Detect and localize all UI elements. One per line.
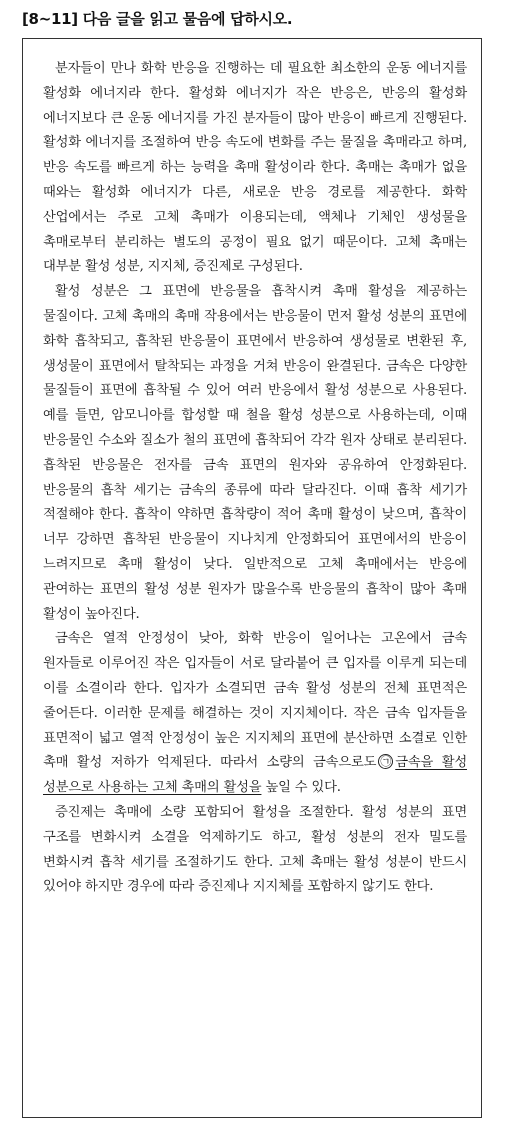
paragraph-active-component: 활성 성분은 그 표면에 반응물을 흡착시켜 촉매 활성을 제공하는 물질이다. 고체 촉매의 촉매 작용에서는 반응물이 먼저 활성 성분의 표면에 화학 흡착되고, 흡착된 반응물이 표면에서 반응하여 생성물로 변환된 후, 생성물이 표면에서 탈착되는 과정을 거쳐 반응이 완결된다. 금속은 다양한 물질들이 표면에 흡착될 수 있어 여러 반응에서 활성 성분으로 사용된다. 예를 들면, 암모니아를 합성할 때 철을 활성 성분으로 사용하는데, 이때 반응물인 수소와 질소가 철의 표면에 흡착되어 각각 원자 상태로 분리된다. 흡착된 반응물은 전자를 금속 표면의 원자와 공유하여 안정화된다. 반응물의 흡착 세기는 금속의 종류에 따라 달라진다. 이때 흡착 세기가 적절해야 한다. 흡착이 약하면 흡착량이 적어 촉매 활성이 낮으며, 흡착이 너무 강하면 흡착된 반응물이 지나치게 안정화되어 표면에서의 반응이 느려지므로 촉매 활성이 낮다. 일반적으로 고체 촉매에서는 반응에 관여하는 표면의 활성 성분 원자가 많을수록 반응물의 흡착이 많아 촉매 활성이 높아진다. <box>43 284 467 622</box>
underlined-target-phrase: 금속을 활성 성분으로 사용하는 고체 촉매의 활성을 <box>43 755 467 796</box>
paragraph-support-ending: 높일 수 있다. <box>261 780 341 796</box>
paragraph-activation-energy: 분자들이 만나 화학 반응을 진행하는 데 필요한 최소한의 운동 에너지를 활성화 에너지라 한다. 활성화 에너지가 작은 반응은, 반응의 활성화 에너지보다 큰 운동 에너지를 가진 분자들이 많아 반응이 빠르게 진행된다. 활성화 에너지를 조절하여 반응 속도에 변화를 주는 물질을 촉매라고 하며, 반응 속도를 빠르게 하는 능력을 촉매 활성이라 한다. 촉매는 촉매가 없을 때와는 활성화 에너지가 다른, 새로운 반응 경로를 제공한다. 화학 산업에서는 주로 고체 촉매가 이용되는데, 액체나 기체인 생성물을 촉매로부터 분리하는 별도의 공정이 필요 없기 때문이다. 고체 촉매는 대부분 활성 성분, 지지체, 증진제로 구성된다. <box>43 61 467 275</box>
paragraph-support <box>43 627 467 801</box>
reading-passage <box>22 38 482 1118</box>
circled-marker-giyeok: ㉠ <box>378 754 393 769</box>
paragraph-support-text: 금속은 열적 안정성이 낮아, 화학 반응이 일어나는 고온에서 금속 원자들로 이루어진 작은 입자들이 서로 달라붙어 큰 입자를 이루게 되는데 이를 소결이라 한다. 입자가 소결되면 금속 활성 성분의 전체 표면적은 줄어든다. 이러한 문제를 해결하는 것이 지지체이다. 작은 금속 입자들을 표면적이 넓고 열적 안정성이 높은 지지체의 표면에 분산하면 소결로 인한 촉매 활성 저하가 억제된다. 따라서 소량의 금속으로도 <box>43 631 467 771</box>
paragraph-promoter: 증진제는 촉매에 소량 포함되어 활성을 조절한다. 활성 성분의 표면 구조를 변화시켜 소결을 억제하기도 하고, 활성 성분의 전자 밀도를 변화시켜 흡착 세기를 조절하기도 한다. 고체 촉매는 활성 성분이 반드시 있어야 하지만 경우에 따라 증진제나 지지체를 포함하지 않기도 한다. <box>43 804 467 895</box>
question-header: [8~11] 다음 글을 읽고 물음에 답하시오. <box>22 10 293 28</box>
